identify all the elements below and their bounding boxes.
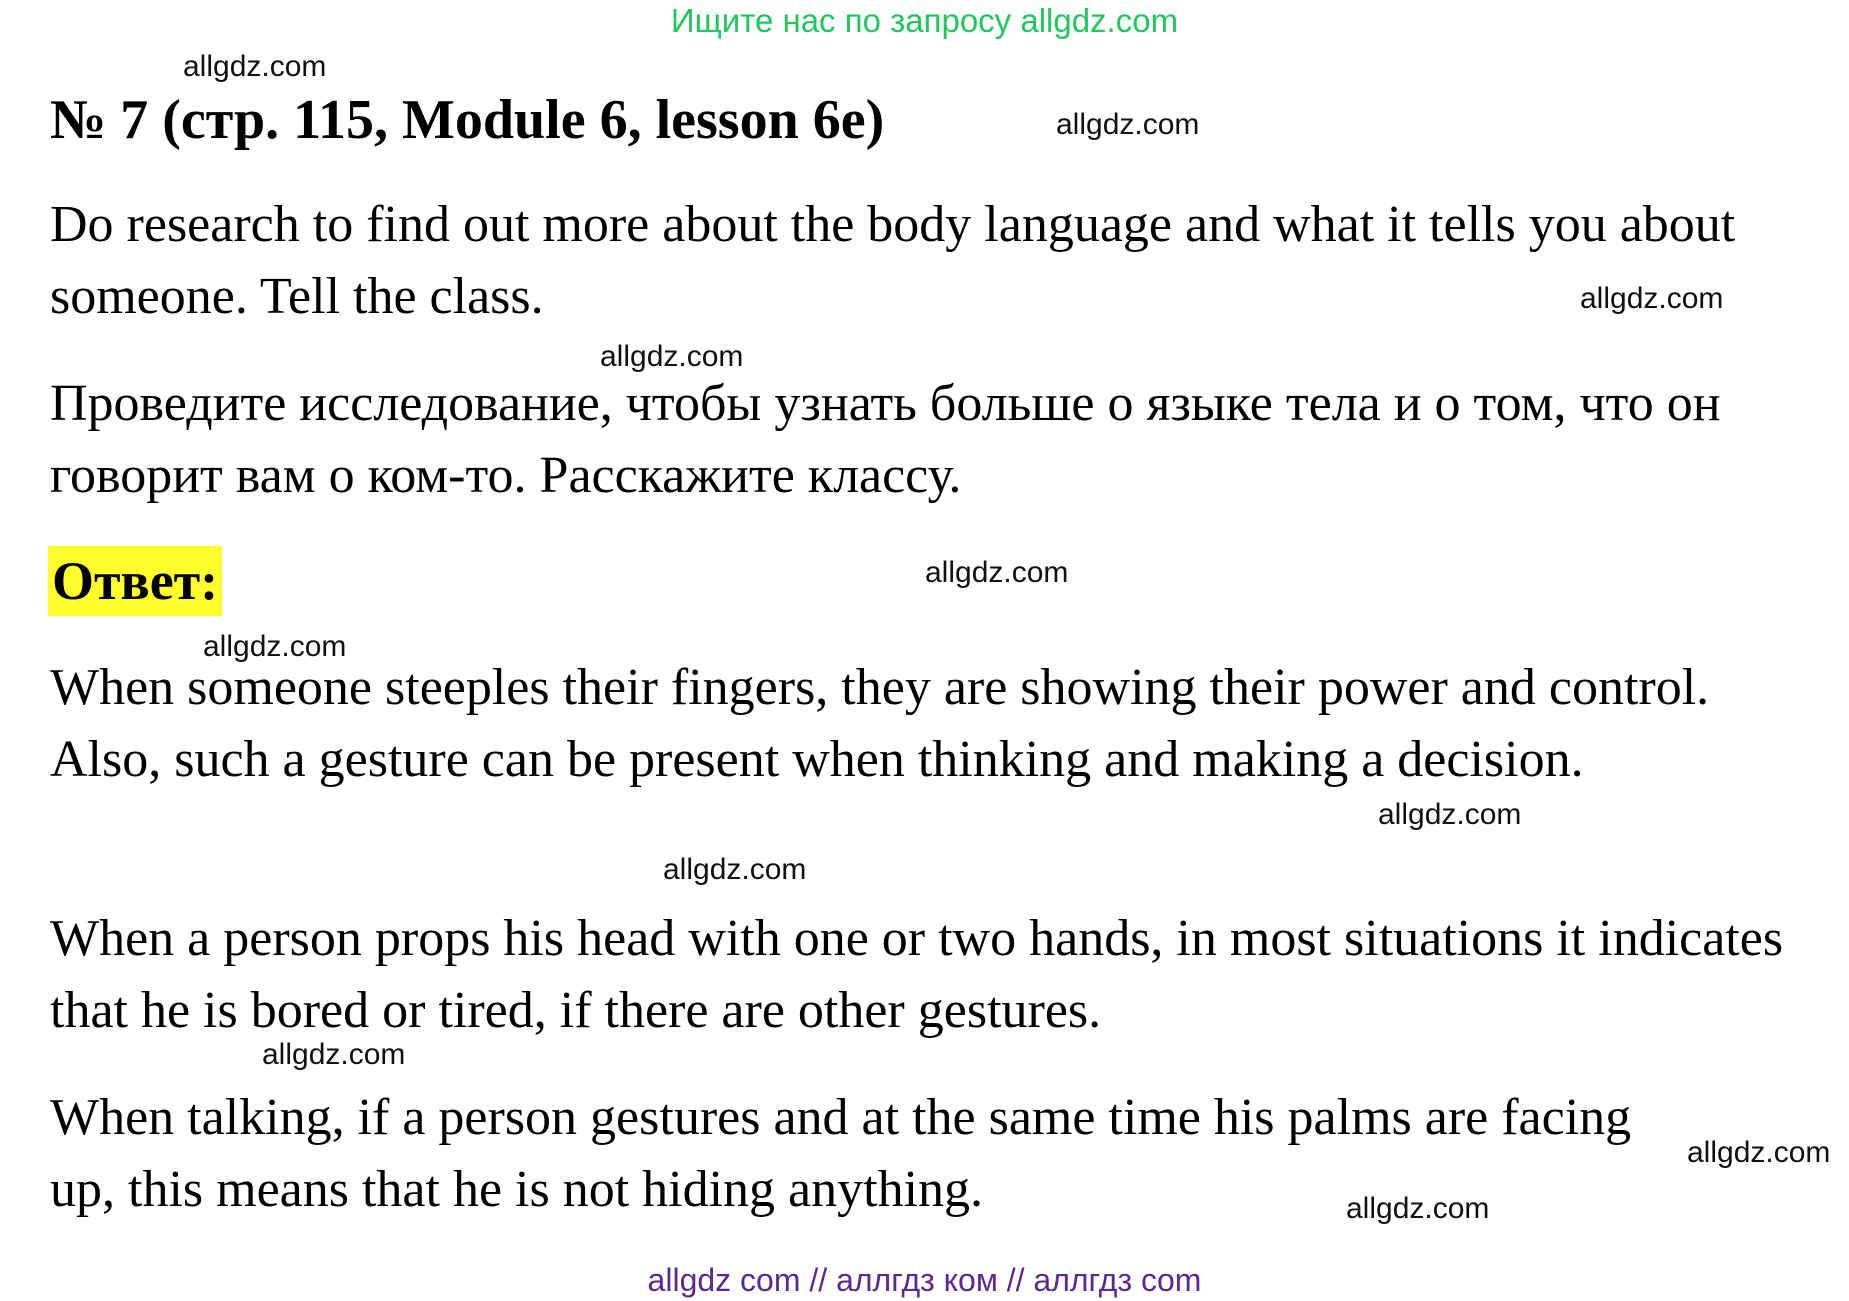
task-english: Do research to find out more about the body language and what it tells you about someone. Tell the class.	[50, 196, 1736, 325]
answer-paragraph-1: When someone steeples their fingers, they are showing their power and control. Also, such a gesture can be present when thinking and making a decision.	[50, 659, 1710, 788]
page-title: № 7 (стр. 115, Module 6, lesson 6e)	[50, 89, 885, 151]
watermark: allgdz.com	[663, 853, 807, 886]
answer-label: Ответ:	[48, 546, 222, 616]
watermark: allgdz.com	[1687, 1136, 1831, 1169]
watermark: allgdz.com	[1346, 1192, 1490, 1225]
watermark: allgdz.com	[1580, 282, 1724, 315]
footer-links[interactable]: allgdz com // аллгдз ком // аллгдз com	[647, 1262, 1202, 1298]
watermark: allgdz.com	[203, 630, 347, 663]
answer-paragraph-3: When talking, if a person gestures and at the same time his palms are facing up, this means that he is not hiding anything.	[50, 1089, 1632, 1218]
watermark: allgdz.com	[600, 340, 744, 373]
watermark: allgdz.com	[262, 1038, 406, 1071]
watermark: allgdz.com	[1056, 108, 1200, 141]
task-russian: Проведите исследование, чтобы узнать больше о языке тела и о том, что он говорит вам о ком-то. Расскажите классу.	[50, 375, 1721, 504]
watermark: allgdz.com	[1378, 798, 1522, 831]
watermark: allgdz.com	[183, 50, 327, 83]
answer-paragraph-2: When a person props his head with one or two hands, in most situations it indicates that he is bored or tired, if there are other gestures.	[50, 910, 1784, 1039]
top-banner[interactable]: Ищите нас по запросу allgdz.com	[670, 2, 1179, 39]
watermark: allgdz.com	[925, 556, 1069, 589]
